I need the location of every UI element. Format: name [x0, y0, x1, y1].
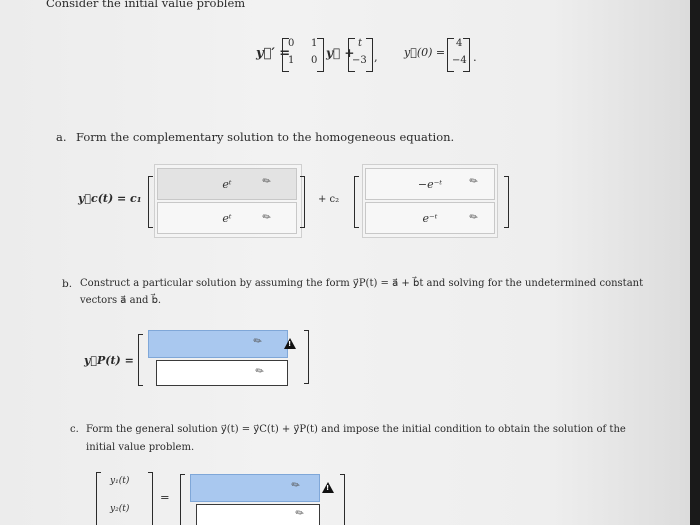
part-a-text: Form the complementary solution to the homogeneous equation.	[76, 130, 455, 144]
yc-vec1-right-bracket	[300, 176, 305, 228]
forcing-bottom: −3	[352, 55, 367, 66]
pencil-icon: ✎	[251, 334, 265, 349]
yc-vec2-right-bracket	[504, 176, 509, 228]
y2-label: y₂(t)	[110, 504, 130, 514]
screen: Consider the initial value problem y⃗′ = 0 1 1 0 y⃗ + t −3 , y⃗(0) = 4 −4 . a. Form the complementary solution to the homogeneous equation. y⃗c(t) = c₁ eᵗ ✎ eᵗ ✎ + c₂ −e⁻ᵗ ✎ e⁻ᵗ ✎ b. Construct a particular solution by assuming the form y⃗P(t) = a⃗ + b⃗t and solving for the undetermined constant vectors a⃗ and b⃗. y⃗P(t) = ✎ ! ✎ c. Form the general solution y⃗(t) = y⃗C(t) + y⃗P(t) and impose the initial condition to obtain the solution of the initial value problem. y₁(t) y₂(t) = ✎ ! ✎	[0, 0, 690, 525]
yp-top-field[interactable]	[148, 330, 288, 358]
matrix-a22: 0	[311, 55, 318, 66]
yc-label: y⃗c(t) = c₁	[78, 192, 142, 205]
y-vector-right-bracket	[148, 472, 153, 525]
pencil-icon: ✎	[467, 210, 481, 225]
part-b-text-2: vectors a⃗ and b⃗.	[80, 295, 162, 306]
part-b-label: b.	[62, 278, 73, 290]
pencil-icon: ✎	[260, 174, 274, 189]
part-c-text-2: initial value problem.	[86, 442, 195, 453]
part-b-text: Construct a particular solution by assuming the form y⃗P(t) = a⃗ + b⃗t and solving for the undetermined constant	[80, 278, 644, 289]
yp-label: y⃗P(t) =	[84, 354, 134, 367]
part-c-label: c.	[70, 424, 79, 435]
warning-icon	[284, 338, 296, 349]
problem-header: Consider the initial value problem	[46, 0, 246, 10]
yp-left-bracket	[138, 334, 143, 386]
equals-sign: =	[160, 490, 170, 504]
yc-vec1-top-field[interactable]	[157, 168, 297, 200]
ivp-lhs: y⃗′ =	[256, 46, 291, 61]
y-vector-left-bracket	[96, 472, 101, 525]
matrix-a21: 1	[288, 55, 295, 66]
forcing-top: t	[358, 38, 363, 49]
part-a-label: a.	[56, 130, 67, 144]
yc-vec2-top-value: −e⁻ᵗ	[417, 177, 443, 191]
yc-vec2-bottom-value: e⁻ᵗ	[422, 211, 438, 225]
yp-right-bracket	[304, 330, 309, 384]
init-top: 4	[456, 38, 463, 49]
yc-vec1-top-value: eᵗ	[222, 177, 232, 191]
pencil-icon: ✎	[260, 210, 274, 225]
warning-icon	[322, 482, 334, 493]
pencil-icon: ✎	[293, 506, 307, 521]
yc-vec1-bottom-value: eᵗ	[222, 211, 232, 225]
init-label: y⃗(0) =	[404, 46, 446, 59]
c2-label: + c₂	[318, 194, 340, 205]
init-bottom: −4	[452, 55, 467, 66]
part-c-text: Form the general solution y⃗(t) = y⃗C(t) + y⃗P(t) and impose the initial condition to obtain the solution of the	[86, 424, 626, 435]
yc-vec1-left-bracket	[148, 176, 153, 228]
matrix-a12: 1	[311, 38, 318, 49]
solution-right-bracket	[340, 474, 345, 525]
pencil-icon: ✎	[253, 364, 267, 379]
ivp-y-plus: y⃗ +	[326, 46, 355, 60]
yp-bottom-field[interactable]	[156, 360, 288, 386]
matrix-right-bracket	[317, 38, 324, 72]
yc-vec1-bottom-field[interactable]	[157, 202, 297, 234]
pencil-icon: ✎	[289, 478, 303, 493]
forcing-right-bracket	[366, 38, 373, 72]
pencil-icon: ✎	[467, 174, 481, 189]
solution-left-bracket	[180, 474, 185, 525]
y1-label: y₁(t)	[110, 476, 130, 486]
init-right-bracket	[463, 38, 470, 72]
yc-vec2-left-bracket	[354, 176, 359, 228]
matrix-a11: 0	[288, 38, 295, 49]
